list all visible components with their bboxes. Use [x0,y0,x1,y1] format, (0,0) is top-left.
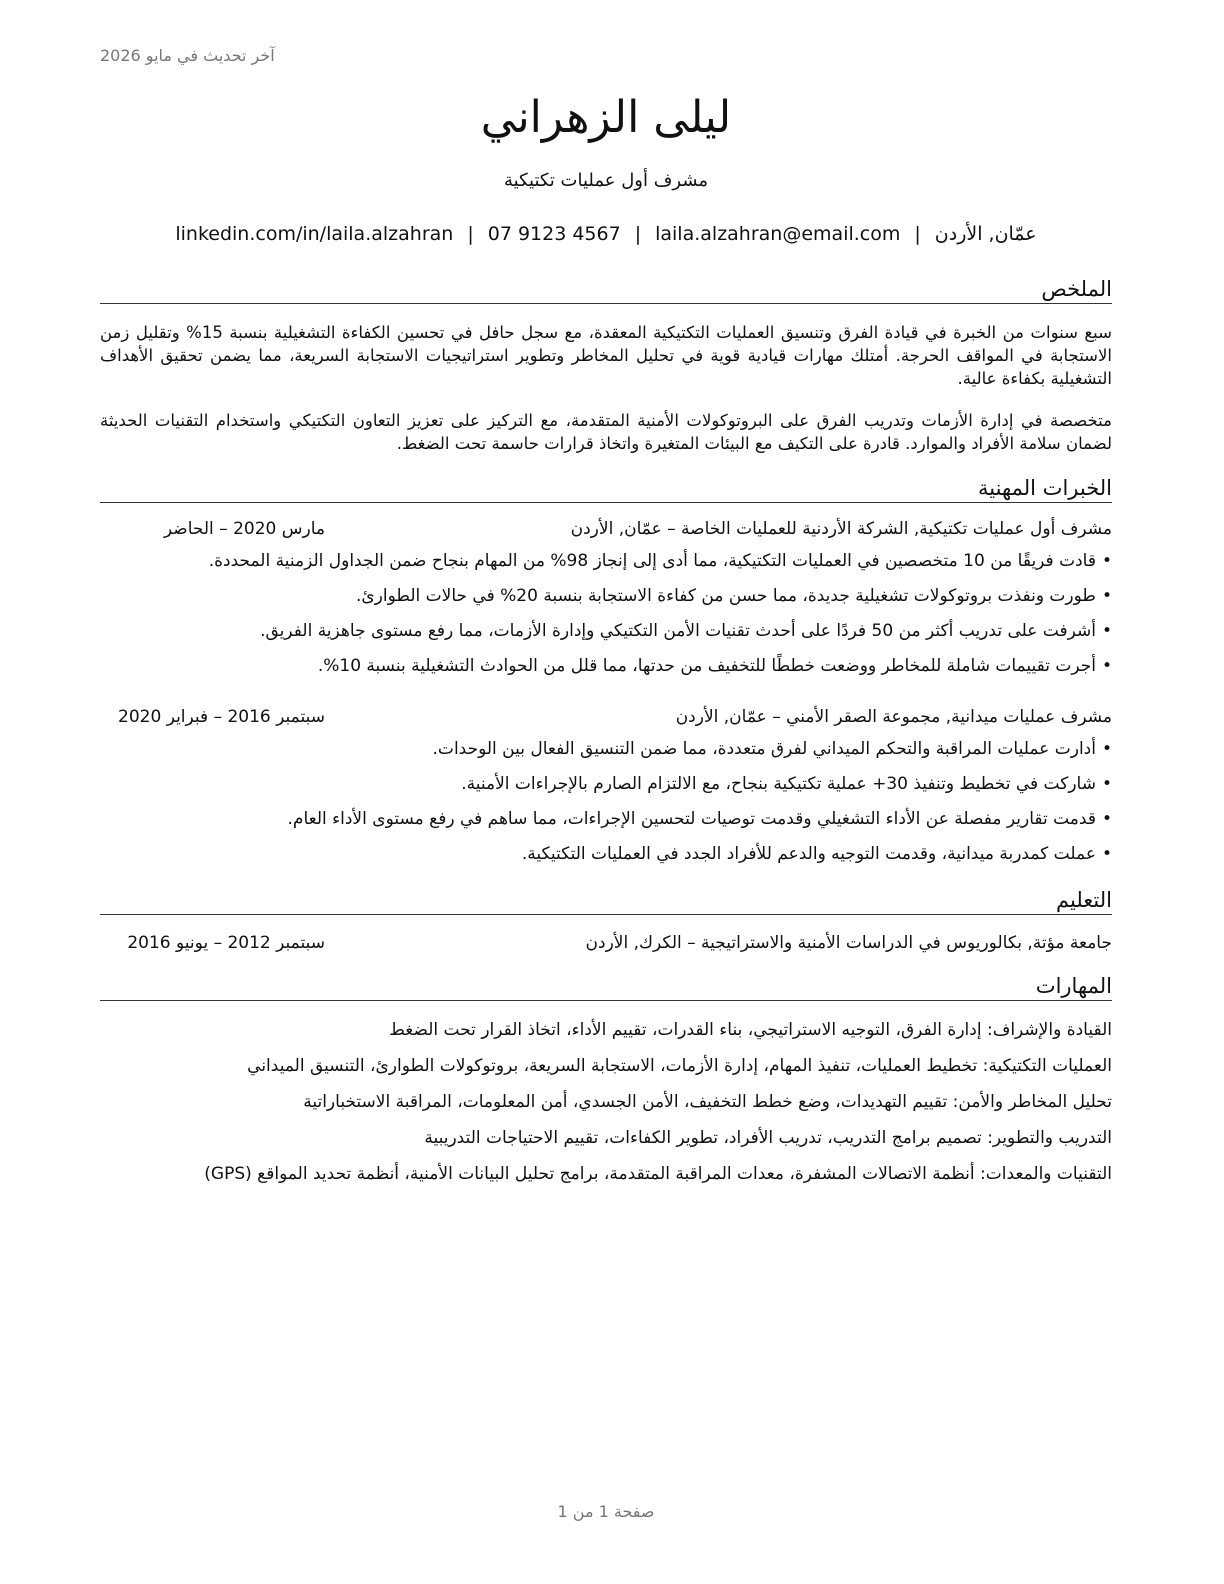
education-heading: التعليم [100,888,1112,915]
contact-separator: | [914,223,921,245]
contact-location: عمّان, الأردن [934,223,1037,245]
skill-line: التقنيات والمعدات: أنظمة الاتصالات المشفرة، معدات المراقبة المتقدمة، برامج تحليل البيانات الأمنية، أنظمة تحديد المواقع (GPS) [204,1164,1112,1184]
education-degree: جامعة مؤتة, بكالوريوس في الدراسات الأمنية والاستراتيجية – الكرك, الأردن [585,933,1112,953]
summary-heading: الملخص [100,277,1112,304]
contact-line [100,223,1112,245]
job-header [100,707,1112,731]
summary-paragraph-1: سبع سنوات من الخبرة في قيادة الفرق وتنسيق العمليات التكتيكية المعقدة، مع سجل حافل في تحسين الكفاءة التشغيلية بنسبة 15% وتقليل زمن الاستجابة في المواقف الحرجة. أمتلك مهارات قيادية قوية في تحليل المخاطر وتطوير استراتيجيات الاستجابة السريعة، مما يضمن تحقيق الأهداف التشغيلية بكفاءة عالية. [100,323,1112,388]
job-bullet: • عملت كمدربة ميدانية، وقدمت التوجيه والدعم للأفراد الجدد في العمليات التكتيكية. [100,842,1112,866]
education-entry [100,933,1112,957]
job-bullet: • أجرت تقييمات شاملة للمخاطر ووضعت خططًا للتخفيف من حدتها، مما قلل من الحوادث التشغيلية بنسبة 10%. [100,654,1112,678]
job-title: مشرف أول عمليات تكتيكية, الشركة الأردنية للعمليات الخاصة – عمّان, الأردن [570,519,1112,539]
contact-phone[interactable]: 07 9123 4567 [487,223,621,245]
experience-heading: الخبرات المهنية [100,476,1112,503]
contact-email[interactable]: laila.alzahran@email.com [655,223,901,245]
skill-line: القيادة والإشراف: إدارة الفرق، التوجيه الاستراتيجي، بناء القدرات، تقييم الأداء، اتخاذ القرار تحت الضغط [389,1020,1112,1040]
job-bullets [100,549,1112,689]
resume-page [100,0,1112,1584]
skills-list [100,1018,1112,1198]
page-number: صفحة 1 من 1 [557,1502,655,1521]
job-title: مشرف عمليات ميدانية, مجموعة الصقر الأمني – عمّان, الأردن [675,707,1112,727]
summary-paragraph-2: متخصصة في إدارة الأزمات وتدريب الفرق على البروتوكولات الأمنية المتقدمة، مع التركيز على تعزيز التعاون التكتيكي واستخدام التقنيات الحديثة لضمان سلامة الأفراد والموارد. قادرة على التكيف مع البيئات المتغيرة واتخاذ قرارات حاسمة تحت الضغط. [100,411,1112,453]
job-dates: سبتمبر 2016 – فبراير 2020 [118,707,325,727]
job-header [100,519,1112,543]
job-bullet: • قادت فريقًا من 10 متخصصين في العمليات التكتيكية، مما أدى إلى إنجاز 98% من المهام بنجاح ضمن الجداول الزمنية المحددة. [100,549,1112,573]
job-bullet: • أشرفت على تدريب أكثر من 50 فردًا على أحدث تقنيات الأمن التكتيكي وإدارة الأزمات، مما رفع مستوى جاهزية الفريق. [100,619,1112,643]
skill-line: التدريب والتطوير: تصميم برامج التدريب، تدريب الأفراد، تطوير الكفاءات، تقييم الاحتياجات التدريبية [424,1128,1112,1148]
candidate-name: ليلى الزهراني [480,92,732,143]
job-bullet: • قدمت تقارير مفصلة عن الأداء التشغيلي وقدمت توصيات لتحسين الإجراءات، مما ساهم في رفع مستوى الأداء العام. [100,807,1112,831]
job-bullet: • طورت ونفذت بروتوكولات تشغيلية جديدة، مما حسن من كفاءة الاستجابة بنسبة 20% في حالات الطوارئ. [100,584,1112,608]
job-bullets [100,737,1112,877]
job-bullet: • أدارت عمليات المراقبة والتحكم الميداني لفرق متعددة، مما ضمن التنسيق الفعال بين الوحدات. [100,737,1112,761]
contact-separator: | [634,223,642,245]
contact-separator: | [467,223,474,245]
candidate-role: مشرف أول عمليات تكتيكية [503,170,709,191]
contact-linkedin[interactable]: linkedin.com/in/laila.alzahran [175,223,454,245]
skill-line: العمليات التكتيكية: تخطيط العمليات، تنفيذ المهام، إدارة الأزمات، الاستجابة السريعة، بروتوكولات الطوارئ، التنسيق الميداني [247,1056,1112,1076]
education-dates: سبتمبر 2012 – يونيو 2016 [127,933,325,953]
last-updated: آخر تحديث في مايو 2026 [100,46,275,65]
job-bullet: • شاركت في تخطيط وتنفيذ 30+ عملية تكتيكية بنجاح، مع الالتزام الصارم بالإجراءات الأمنية. [100,772,1112,796]
skill-line: تحليل المخاطر والأمن: تقييم التهديدات، وضع خطط التخفيف، الأمن الجسدي، أمن المعلومات، المراقبة الاستخباراتية [303,1092,1112,1112]
skills-heading: المهارات [100,974,1112,1001]
job-dates: مارس 2020 – الحاضر [163,519,325,539]
